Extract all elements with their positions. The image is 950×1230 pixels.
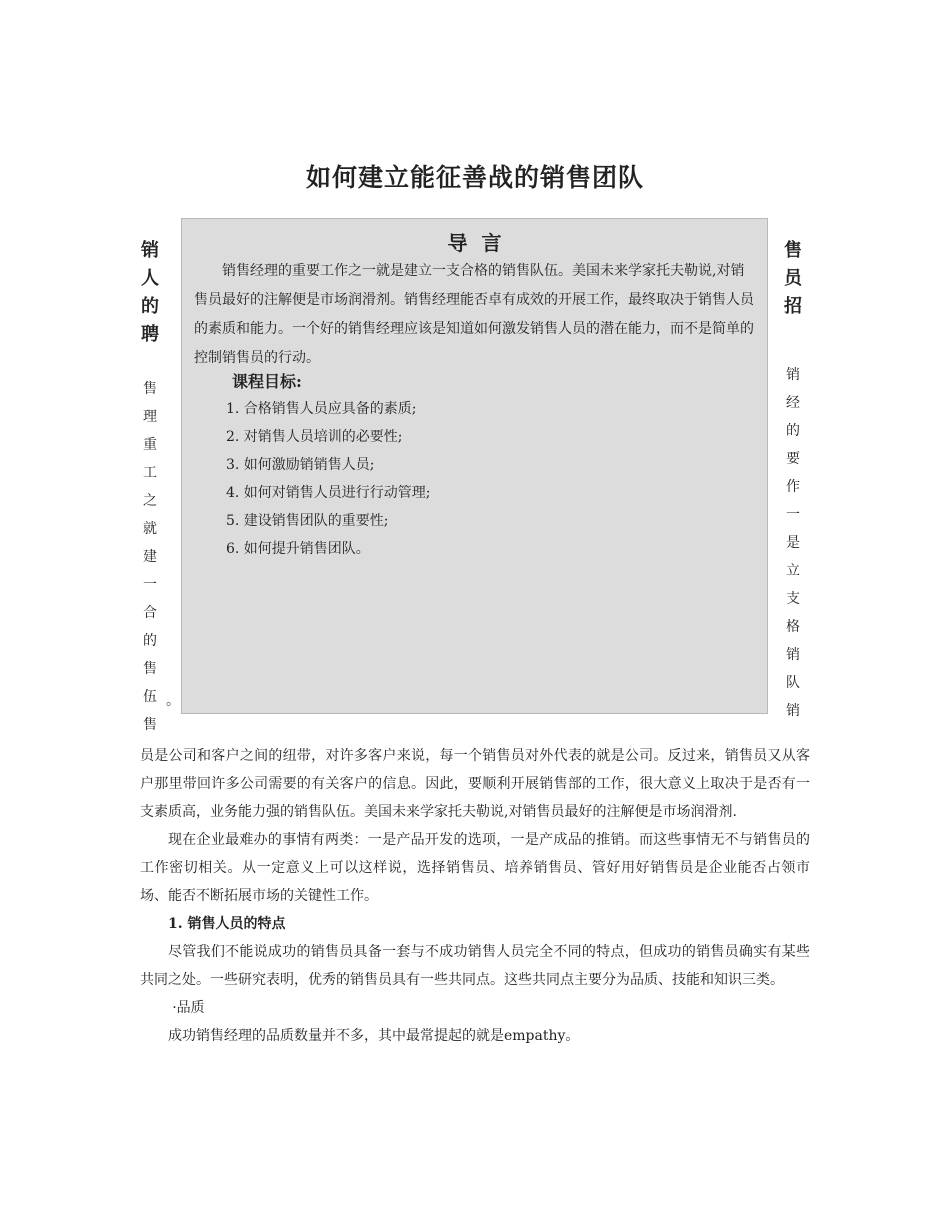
left-heading-char: 的 (141, 296, 159, 317)
body-text (140, 742, 810, 1050)
left-text-char: 售 (143, 381, 157, 397)
right-text-char: 销 (786, 647, 800, 663)
bullet-item: ·品质 (172, 1000, 205, 1016)
page-title: 如何建立能征善战的销售团队 (305, 163, 644, 192)
left-text-char: 之 (143, 493, 157, 509)
right-text-char: 支 (786, 591, 800, 607)
right-text-char: 销 (786, 703, 800, 719)
body-paragraph: 尽管我们不能说成功的销售员具备一套与不成功销售人员完全不同的特点，但成功的销售员确实有某些共同之处。一些研究表明，优秀的销售员具有一些共同点。这些共同点主要分为品质、技能和知识三类。 (140, 944, 810, 988)
left-text-char: 伍 (143, 689, 157, 705)
right-text-char: 要 (786, 451, 800, 467)
goal-item: 6. 如何提升销售团队。 (226, 541, 370, 557)
right-text-char: 作 (786, 479, 800, 495)
left-vertical-column (138, 237, 162, 739)
goal-item: 2. 对销售人员培训的必要性; (226, 429, 403, 445)
right-text-char: 队 (786, 675, 800, 691)
right-text-char: 一 (786, 507, 800, 523)
goal-item: 5. 建设销售团队的重要性; (226, 513, 389, 529)
right-text-char: 经 (786, 395, 800, 411)
left-text-char: 工 (143, 465, 157, 481)
body-paragraph: 员是公司和客户之间的纽带，对许多客户来说，每一个销售员对外代表的就是公司。反过来，销售员又从客户那里带回许多公司需要的有关客户的信息。因此，要顺利开展销售部的工作，很大意义上取决于是否有一支素质高，业务能力强的销售队伍。美国未来学家托夫勒说,对销售员最好的注解便是市场润滑剂. (140, 748, 810, 820)
goals-heading: 课程目标: (232, 372, 302, 391)
right-text-char: 的 (786, 423, 800, 439)
left-text-char: 合 (143, 605, 157, 621)
goal-item: 1. 合格销售人员应具备的素质; (226, 401, 417, 417)
left-heading-char: 聘 (141, 324, 159, 345)
guide-title: 导言 (447, 231, 516, 255)
right-vertical-column (781, 237, 805, 725)
left-text-char: 的 (143, 633, 157, 649)
left-heading-char: 人 (141, 268, 159, 289)
right-heading-char: 售 (784, 240, 802, 261)
guide-box (181, 218, 768, 714)
guide-intro: 销售经理的重要工作之一就是建立一支合格的销售队伍。美国未来学家托夫勒说,对销售员最好的注解便是市场润滑剂。销售经理能否卓有成效的开展工作，最终取决于销售人员的素质和能力。一个好的销售经理应该是知道如何激发销售人员的潜在能力，而不是简单的控制销售员的行动。 (194, 263, 754, 366)
right-text-char: 销 (786, 367, 800, 383)
left-text-char: 售 (143, 661, 157, 677)
left-text-char: 就 (143, 521, 157, 537)
goal-item: 4. 如何对销售人员进行行动管理; (226, 485, 431, 501)
goals-list (226, 395, 431, 563)
left-heading-char: 销 (141, 240, 159, 261)
right-text-char: 是 (786, 535, 800, 551)
goal-item: 3. 如何激励销销售人员; (226, 457, 375, 473)
left-text-char: 理 (143, 409, 157, 425)
right-text-char: 立 (786, 563, 800, 579)
body-paragraph: 成功销售经理的品质数量并不多，其中最常提起的就是empathy。 (168, 1028, 580, 1044)
section-heading: 1. 销售人员的特点 (168, 916, 286, 932)
left-text-char: 重 (143, 437, 157, 453)
body-paragraph: 现在企业最难办的事情有两类：一是产品开发的选项，一是产成品的推销。而这些事情无不与销售员的工作密切相关。从一定意义上可以这样说，选择销售员、培养销售员、管好用好销售员是企业能否占领市场、能否不断拓展市场的关键性工作。 (140, 832, 810, 904)
right-text-char: 格 (786, 619, 800, 635)
right-heading-char: 招 (784, 296, 802, 317)
left-text-char: 建 (143, 549, 157, 565)
left-text-char: 售 (143, 717, 157, 733)
left-column-period: 。 (166, 693, 180, 709)
left-text-char: 一 (143, 577, 157, 593)
right-heading-char: 员 (784, 268, 802, 289)
